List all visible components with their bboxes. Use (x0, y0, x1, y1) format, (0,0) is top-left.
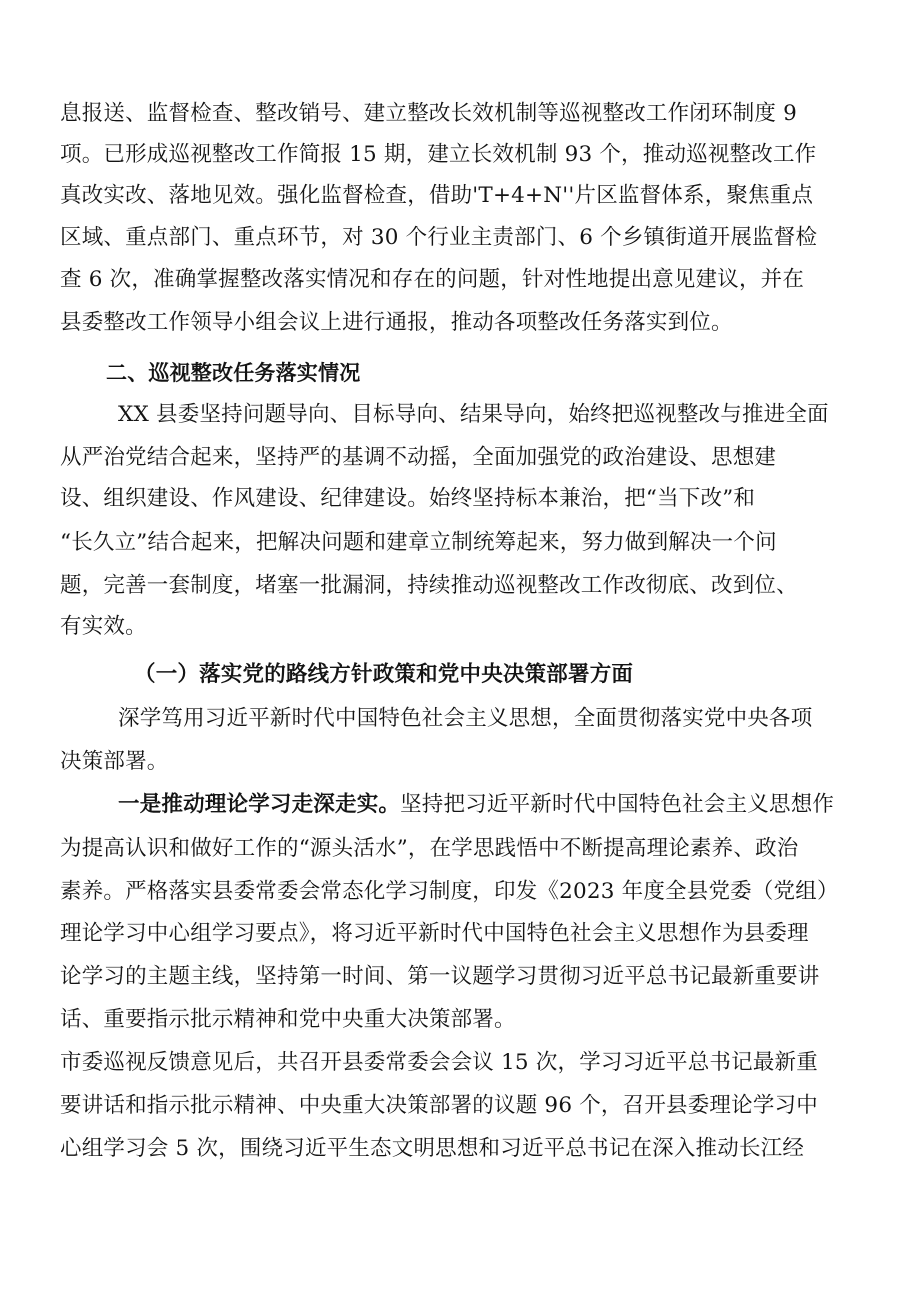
text-line (118, 787, 878, 823)
text-line: 息报送、监督检查、整改销号、建立整改长效机制等巡视整改工作闭环制度 9 (60, 101, 798, 126)
text-line: 话、重要指示批示精神和党中央重大决策部署。 (60, 1007, 516, 1032)
subsection-heading: （一）落实党的路线方针政策和党中央决策部署方面 (134, 662, 634, 687)
text-line: 县委整改工作领导小组会议上进行通报，推动各项整改任务落实到位。 (60, 310, 733, 335)
text-line: XX 县委坚持问题导向、目标导向、结果导向，始终把巡视整改与推进全面 (118, 402, 829, 427)
text-line: 心组学习会 5 次，围绕习近平生态文明思想和习近平总书记在深入推动长江经 (60, 1136, 805, 1161)
text-line: 真改实改、落地见效。强化监督检查，借助'T+4+N''片区监督体系，聚焦重点 (60, 183, 814, 208)
text-span: 坚持把习近平新时代中国特色社会主义思想作 (400, 792, 835, 817)
text-line: 题，完善一套制度，堵塞一批漏洞，持续推动巡视整改工作改彻底、改到位、 (60, 573, 798, 598)
text-line: 深学笃用习近平新时代中国特色社会主义思想，全面贯彻落实党中央各项 (118, 706, 813, 731)
text-line: 有实效。 (60, 614, 147, 639)
text-line: 为提高认识和做好工作的“源头活水”，在学思践悟中不断提高理论素养、政治 (60, 836, 799, 861)
text-line: 论学习的主题主线，坚持第一时间、第一议题学习贯彻习近平总书记最新重要讲 (60, 964, 820, 989)
text-line: 要讲话和指示批示精神、中央重大决策部署的议题 96 个，召开县委理论学习中 (60, 1093, 818, 1118)
text-line: 从严治党结合起来，坚持严的基调不动摇，全面加强党的政治建设、思想建 (60, 445, 777, 470)
lead-phrase: 一是推动理论学习走深走实。 (118, 792, 401, 817)
text-line: 素养。严格落实县委常委会常态化学习制度，印发《2023 年度全县党委（党组） (60, 879, 839, 904)
text-line: 查 6 次，准确掌握整改落实情况和存在的问题，针对性地提出意见建议，并在 (60, 267, 805, 292)
text-line: 决策部署。 (60, 749, 169, 774)
text-line: 项。已形成巡视整改工作简报 15 期，建立长效机制 93 个，推动巡视整改工作 (60, 142, 817, 167)
section-heading: 二、巡视整改任务落实情况 (106, 361, 361, 385)
text-line: 理论学习中心组学习要点》，将习近平新时代中国特色社会主义思想作为县委理 (60, 921, 809, 946)
text-line: 市委巡视反馈意见后，共召开县委常委会会议 15 次，学习习近平总书记最新重 (60, 1050, 818, 1075)
text-line: “长久立”结合起来，把解决问题和建章立制统筹起来，努力做到解决一个问 (60, 530, 777, 555)
text-line: 区域、重点部门、重点环节，对 30 个行业主责部门、6 个乡镇街道开展监督检 (60, 225, 818, 250)
text-line: 设、组织建设、作风建设、纪律建设。始终坚持标本兼治，把“当下改”和 (60, 486, 756, 511)
